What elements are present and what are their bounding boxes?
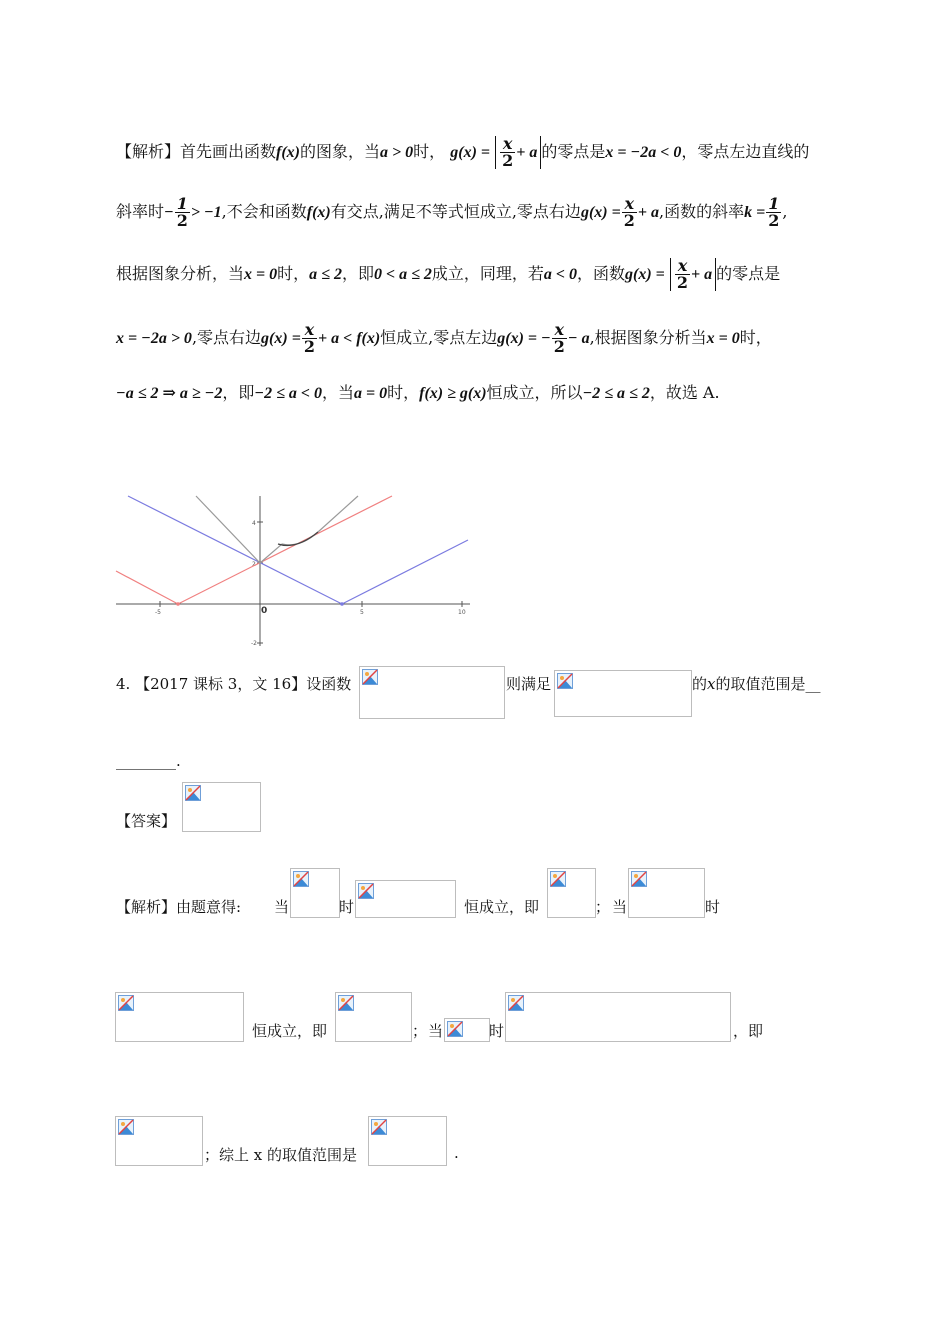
red-curve (116, 496, 392, 604)
broken-image-icon (338, 995, 354, 1011)
broken-image-icon (358, 883, 374, 899)
problem-4-blank: ________. (116, 752, 181, 770)
math: + a < f(x) (317, 330, 381, 347)
function-graph (112, 492, 472, 648)
math: + a (637, 204, 659, 221)
math: a = 0 (353, 385, 388, 402)
text: 【解析】首先画出函数 (116, 142, 277, 161)
math: a ≤ 2 (309, 266, 342, 283)
text: 的图象，当 (300, 142, 381, 161)
tick-label-origin: 0 (261, 606, 268, 616)
analysis2-dang3: 当 (428, 1022, 444, 1040)
analysis2-end: . (454, 1144, 459, 1162)
text: ，当 (321, 383, 354, 402)
analysis2-zongshang: ；综上 x 的取值范围是 (204, 1146, 357, 1164)
tick-label-y4: 4 (252, 520, 256, 527)
analysis2-label: 【解析】由题意得: (116, 898, 242, 916)
text: 时， (387, 383, 420, 402)
analysis2-shi2: 时 (705, 898, 721, 916)
math: −2 ≤ a < 0 (254, 385, 322, 402)
tick-label-x10: 10 (458, 609, 466, 616)
image-placeholder (554, 670, 692, 717)
math: a < 0 (543, 266, 577, 283)
text: ，即 (222, 383, 255, 402)
math: k = (744, 204, 766, 221)
fraction: $\frac{x}{2}$ (553, 320, 565, 356)
broken-image-icon (118, 995, 134, 1011)
vertex-point-left (176, 602, 180, 606)
fraction: $\frac{x}{2}$ (303, 320, 315, 356)
fraction: $\frac{x}{2}$ (623, 194, 635, 230)
tick-label-y-2: -2 (251, 640, 257, 647)
math: −2 ≤ a ≤ 2 (582, 385, 650, 402)
text: ，函数 (577, 264, 626, 283)
axis-ticks (160, 522, 462, 643)
text: 根据图象分析，当 (116, 264, 245, 283)
math: > −1 (190, 204, 222, 221)
analysis2-shi1: 时 (339, 898, 355, 916)
math: 0 < a ≤ 2 (373, 266, 432, 283)
text: , (782, 202, 788, 221)
math: f(x) ≥ g(x) (419, 385, 487, 402)
math: x = −2a > 0 (116, 330, 192, 347)
tick-label-x-5: -5 (155, 609, 161, 616)
math: a > 0 (380, 144, 414, 161)
text: 时， (739, 328, 772, 347)
image-placeholder (115, 1116, 203, 1166)
broken-image-icon (362, 669, 378, 685)
text: 的零点是 (716, 264, 781, 283)
fraction: $\frac{1}{2}$ (768, 194, 780, 230)
broken-image-icon (557, 673, 573, 689)
broken-image-icon (185, 785, 201, 801)
gray-curve (196, 496, 358, 563)
math: f(x) (276, 144, 300, 161)
math: x = −2a < 0 (605, 144, 682, 161)
analysis-line-1 (116, 136, 809, 169)
analysis2-hengcheng1: 恒成立，即 (464, 898, 540, 916)
math: g(x) = − (497, 330, 551, 347)
math: f(x) (306, 204, 331, 221)
analysis-line-2: 斜率时− $\frac{1}{2}$ > −1,不会和函数f(x)有交点,满足不等式恒成立,零点右边g(x) = $\frac{x}{2}$ + a,函数的斜率k = $\frac{1}{2}$ , (116, 194, 788, 230)
image-placeholder (335, 992, 412, 1042)
analysis2-hengcheng2: 恒成立，即 (252, 1022, 328, 1040)
dark-curve (278, 532, 318, 546)
abs-expression: $\frac{x}{2}$ + a (670, 258, 716, 291)
math: −a ≤ 2 ⇒ a ≥ −2 (116, 385, 223, 402)
broken-image-icon (118, 1119, 134, 1135)
image-placeholder (628, 868, 705, 918)
fraction: $\frac{x}{2}$ (502, 134, 514, 170)
image-placeholder (115, 992, 244, 1042)
analysis2-ji: ，即 (733, 1022, 764, 1040)
fraction: $\frac{x}{2}$ (676, 256, 689, 292)
text: ，零点左边直线的 (681, 142, 810, 161)
broken-image-icon (447, 1021, 463, 1037)
analysis-line-3 (116, 258, 780, 291)
analysis2-dang2: 当 (612, 898, 628, 916)
problem-4-prefix: 4. 【2017 课标 3，文 16】设函数 (116, 675, 352, 693)
analysis-line-4 (116, 322, 772, 355)
problem-4-suffix: 的x的取值范围是__ (692, 675, 821, 693)
text: 成立，同理，若 (431, 264, 544, 283)
broken-image-icon (371, 1119, 387, 1135)
text: ,函数的斜率 (658, 202, 745, 221)
broken-image-icon (550, 871, 566, 887)
abs-expression: $\frac{x}{2}$ + a (495, 136, 541, 169)
text: 斜率时 (116, 202, 165, 221)
analysis-line-5 (116, 380, 720, 403)
tick-label-x5: 5 (360, 609, 364, 616)
image-placeholder (547, 868, 596, 918)
answer-label: 【答案】 (116, 812, 177, 830)
image-placeholder (290, 868, 340, 918)
image-placeholder (368, 1116, 447, 1166)
blue-curve (128, 496, 468, 604)
text: ,根据图象分析当 (589, 328, 707, 347)
image-placeholder (444, 1018, 490, 1042)
broken-image-icon (631, 871, 647, 887)
text: 的零点是 (541, 142, 606, 161)
text: 时， (413, 142, 446, 161)
text: ,零点右边 (191, 328, 262, 347)
analysis2-semi2: ； (412, 1022, 428, 1040)
broken-image-icon (293, 871, 309, 887)
analysis2-dang1: 当 (274, 898, 290, 916)
text: 有交点,满足不等式恒成立,零点右边 (330, 202, 581, 221)
analysis2-shi3: 时 (489, 1022, 505, 1040)
fraction: $\frac{1}{2}$ (176, 194, 188, 230)
math: g(x) = (450, 144, 491, 161)
image-placeholder (505, 992, 731, 1042)
math: g(x) = (580, 204, 621, 221)
image-placeholder (355, 880, 456, 918)
tick-label-y2: 2 (252, 561, 256, 568)
analysis2-semi1: ； (595, 898, 611, 916)
math: g(x) = (261, 330, 301, 347)
text: 恒成立，所以 (486, 383, 583, 402)
text: 时， (277, 264, 310, 283)
broken-image-icon (508, 995, 524, 1011)
text: ，即 (341, 264, 374, 283)
math: x = 0 (706, 330, 740, 347)
math: x = 0 (244, 266, 278, 283)
problem-4-mid: 则满足 (506, 675, 552, 693)
image-placeholder (359, 666, 505, 719)
vertex-point-right (340, 602, 344, 606)
image-placeholder (182, 782, 261, 832)
text: 恒成立,零点左边 (380, 328, 498, 347)
text: ，故选 A. (649, 383, 720, 402)
text: ,不会和函数 (221, 202, 307, 221)
math: g(x) = (625, 266, 665, 283)
math: − a (567, 330, 590, 347)
